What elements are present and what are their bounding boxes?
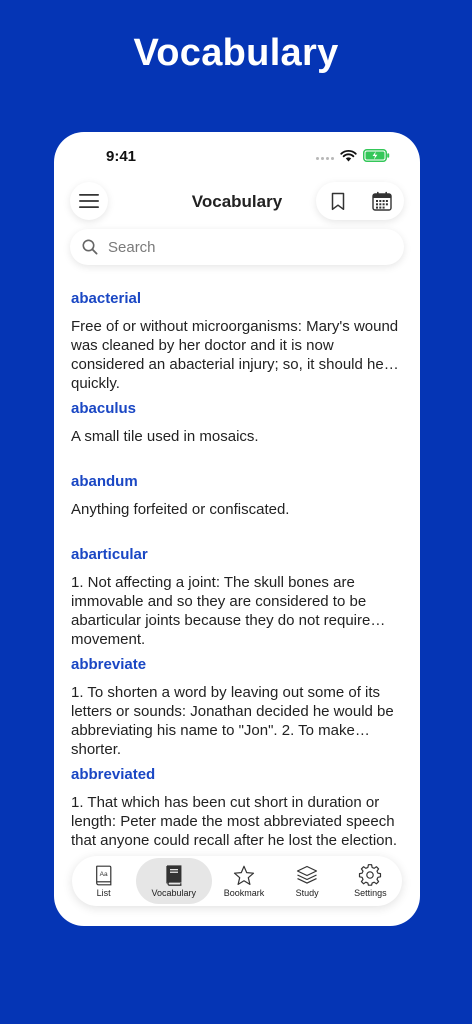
nav-bar bbox=[54, 180, 420, 226]
tab-label: List bbox=[96, 888, 111, 898]
page-title: Vocabulary bbox=[191, 192, 283, 211]
tab-study[interactable] bbox=[276, 858, 338, 904]
tab-label: Bookmark bbox=[223, 888, 265, 898]
entry-word: abacterial bbox=[71, 290, 142, 307]
status-icons bbox=[316, 149, 390, 167]
status-bar bbox=[54, 132, 420, 180]
entry-word: abbreviate bbox=[71, 656, 147, 673]
promo-title: Vocabulary bbox=[133, 32, 339, 74]
entry-definition: 1. Not affecting a joint: The skull bones are immovable and so they are considered to be abarticular joints because they do not require movement. bbox=[71, 574, 371, 648]
search-icon bbox=[82, 239, 98, 255]
entry-definition: Free of or without microorganisms: Mary's wound was cleaned by her doctor and it is now considered an abacterial injury; so, it should heal quickly. bbox=[71, 318, 399, 392]
entry-definition: A small tile used in mosaics. bbox=[71, 428, 259, 445]
tab-bookmark[interactable] bbox=[213, 858, 275, 904]
tab-label: Settings bbox=[354, 888, 387, 898]
list-item[interactable] bbox=[71, 290, 405, 400]
search-bar bbox=[70, 229, 404, 265]
entry-definition: 1. That which has been cut short in duration or length: Peter made the most abbreviated speech that anyone could recall after he lost the election. bbox=[71, 794, 398, 849]
tab-label: Vocabulary bbox=[151, 888, 197, 898]
wifi-icon bbox=[340, 149, 357, 167]
star-icon bbox=[233, 864, 255, 886]
dictionary-icon bbox=[93, 864, 115, 886]
list-item[interactable] bbox=[71, 400, 405, 473]
entry-definition: 1. To shorten a word by leaving out some of its letters or sounds: Jonathan decided he would be abbreviating his name to "Jon". 2. To make shorter. bbox=[71, 684, 394, 758]
gear-icon bbox=[359, 864, 381, 886]
battery-icon bbox=[363, 149, 390, 167]
tab-list[interactable] bbox=[73, 858, 135, 904]
status-time: 9:41 bbox=[106, 148, 137, 165]
bookmark-button[interactable] bbox=[320, 183, 356, 219]
search-input[interactable] bbox=[106, 238, 390, 257]
phone-screen bbox=[54, 132, 420, 926]
svg-text:Aa: Aa bbox=[99, 870, 108, 878]
book-icon bbox=[163, 864, 185, 886]
word-list bbox=[71, 290, 405, 876]
entry-word: abarticular bbox=[71, 546, 148, 563]
bookmark-icon bbox=[331, 192, 345, 211]
entry-word: abandum bbox=[71, 473, 138, 490]
list-item[interactable] bbox=[71, 656, 405, 766]
nav-actions bbox=[316, 182, 404, 220]
entry-definition: Anything forfeited or confiscated. bbox=[71, 501, 290, 518]
tab-label: Study bbox=[295, 888, 319, 898]
list-item[interactable] bbox=[71, 473, 405, 546]
signal-icon bbox=[316, 157, 334, 160]
tab-vocabulary[interactable] bbox=[136, 858, 212, 904]
list-item[interactable] bbox=[71, 546, 405, 656]
tab-settings[interactable] bbox=[339, 858, 401, 904]
tab-bar bbox=[72, 856, 402, 906]
layers-icon bbox=[296, 864, 318, 886]
calendar-icon bbox=[372, 191, 392, 211]
entry-word: abaculus bbox=[71, 400, 137, 417]
entry-word: abbreviated bbox=[71, 766, 156, 783]
calendar-button[interactable] bbox=[364, 183, 400, 219]
